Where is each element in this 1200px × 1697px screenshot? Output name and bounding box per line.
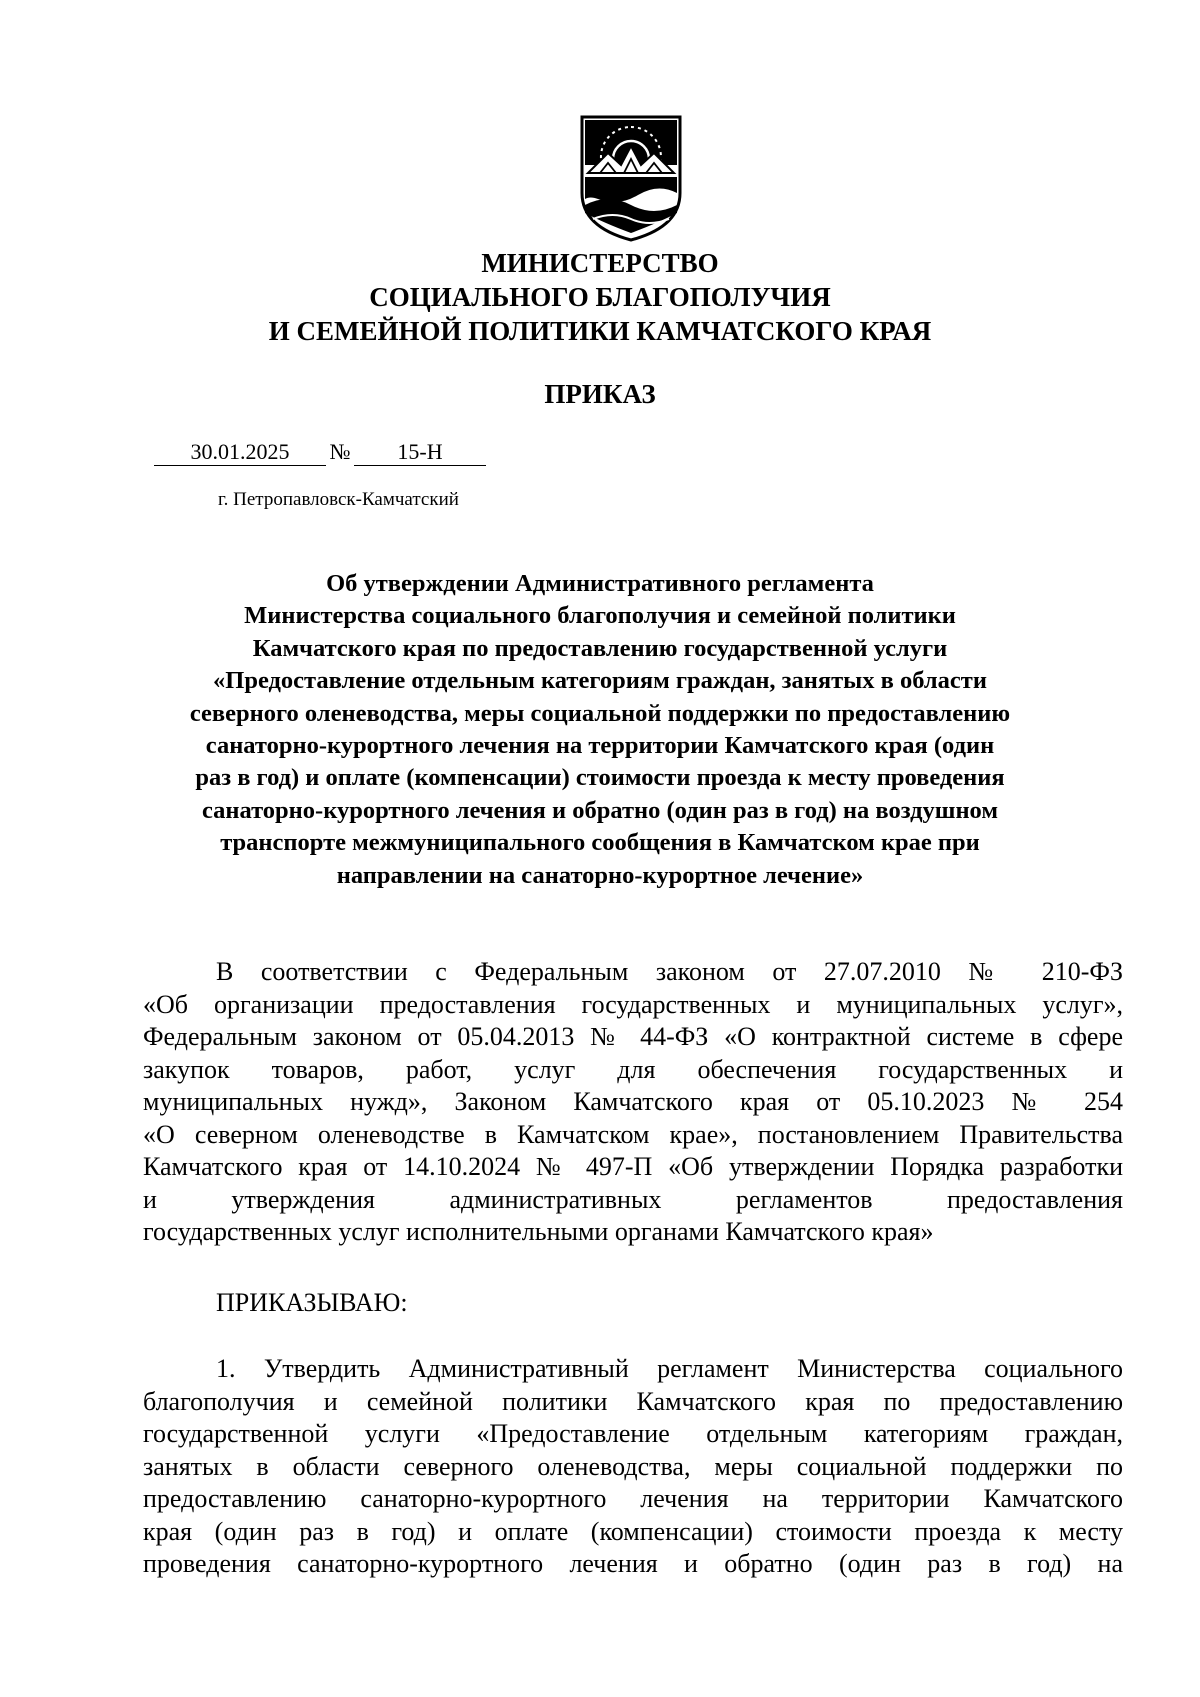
- order-number: 15-Н: [354, 439, 486, 466]
- paragraph-line: Федеральным законом от 05.04.2013 № 44-ФЗ «О контрактной системе в сфере: [143, 1022, 1123, 1051]
- title-line: «Предоставление отдельным категориям граждан, занятых в области: [213, 667, 987, 695]
- title-line: направлении на санаторно-курортное лечение»: [336, 861, 864, 889]
- ministry-header-line-1: МИНИСТЕРСТВО: [481, 248, 719, 278]
- item-1-paragraph: [143, 1353, 1123, 1581]
- paragraph-line: Камчатского края от 14.10.2024 № 497-П «Об утверждении Порядка разработки: [143, 1152, 1123, 1181]
- title-line: раз в год) и оплате (компенсации) стоимости проезда к месту проведения: [195, 764, 1005, 792]
- title-line: Камчатского края по предоставлению государственной услуги: [252, 634, 948, 662]
- ministry-header: [0, 246, 1200, 348]
- title-line: санаторно-курортного лечения и обратно (один раз в год) на воздушном: [201, 796, 999, 824]
- kamchatka-coat-of-arms-icon: [578, 113, 684, 243]
- title-line: санаторно-курортного лечения на территории Камчатского края (один: [205, 732, 995, 760]
- paragraph-line: проведения санаторно-курортного лечения и обратно (один раз в год) на: [143, 1549, 1123, 1578]
- ministry-header-line-2: СОЦИАЛЬНОГО БЛАГОПОЛУЧИЯ: [369, 282, 831, 312]
- order-date-number: [154, 437, 486, 467]
- title-line: Об утверждении Административного регламента: [326, 570, 874, 597]
- title-line: транспорте межмуниципального сообщения в Камчатском крае при: [220, 829, 980, 857]
- paragraph-line: муниципальных нужд», Законом Камчатского края от 05.10.2023 № 254: [143, 1087, 1123, 1116]
- paragraph-line: закупок товаров, работ, услуг для обеспечения государственных и: [143, 1054, 1123, 1084]
- order-title: [130, 568, 1070, 892]
- document-type: ПРИКАЗ: [544, 379, 656, 409]
- city-name: г. Петропавловск-Камчатский: [218, 489, 459, 510]
- paragraph-line: занятых в области северного оленеводства, меры социальной поддержки по: [143, 1451, 1123, 1481]
- paragraph-line: государственной услуги «Предоставление отдельным категориям граждан,: [143, 1419, 1123, 1448]
- ministry-header-line-3: И СЕМЕЙНОЙ ПОЛИТИКИ КАМЧАТСКОГО КРАЯ: [268, 316, 932, 346]
- paragraph-line: края (один раз в год) и оплате (компенсации) стоимости проезда к месту: [143, 1516, 1123, 1546]
- paragraph-line: «Об организации предоставления государственных и муниципальных услуг»,: [143, 989, 1123, 1019]
- paragraph-line: благополучия и семейной политики Камчатского края по предоставлению: [143, 1386, 1123, 1416]
- paragraph-line: государственных услуг исполнительными органами Камчатского края»: [143, 1217, 934, 1246]
- preamble-paragraph: [143, 956, 1123, 1249]
- orders-label: ПРИКАЗЫВАЮ:: [216, 1288, 408, 1317]
- title-line: Министерства социального благополучия и семейной политики: [244, 602, 956, 630]
- title-line: северного оленеводства, меры социальной поддержки по предоставлению: [189, 699, 1011, 727]
- paragraph-line: «О северном оленеводстве в Камчатском крае», постановлением Правительства: [143, 1119, 1123, 1149]
- order-date: 30.01.2025: [154, 439, 326, 466]
- paragraph-line: 1. Утвердить Административный регламент Министерства социального: [216, 1354, 1123, 1383]
- paragraph-line: и утверждения административных регламентов предоставления: [143, 1184, 1123, 1214]
- number-sign: №: [329, 439, 351, 464]
- paragraph-line: В соответствии с Федеральным законом от 27.07.2010 № 210-ФЗ: [216, 957, 1123, 986]
- paragraph-line: предоставлению санаторно-курортного лечения на территории Камчатского: [143, 1484, 1123, 1513]
